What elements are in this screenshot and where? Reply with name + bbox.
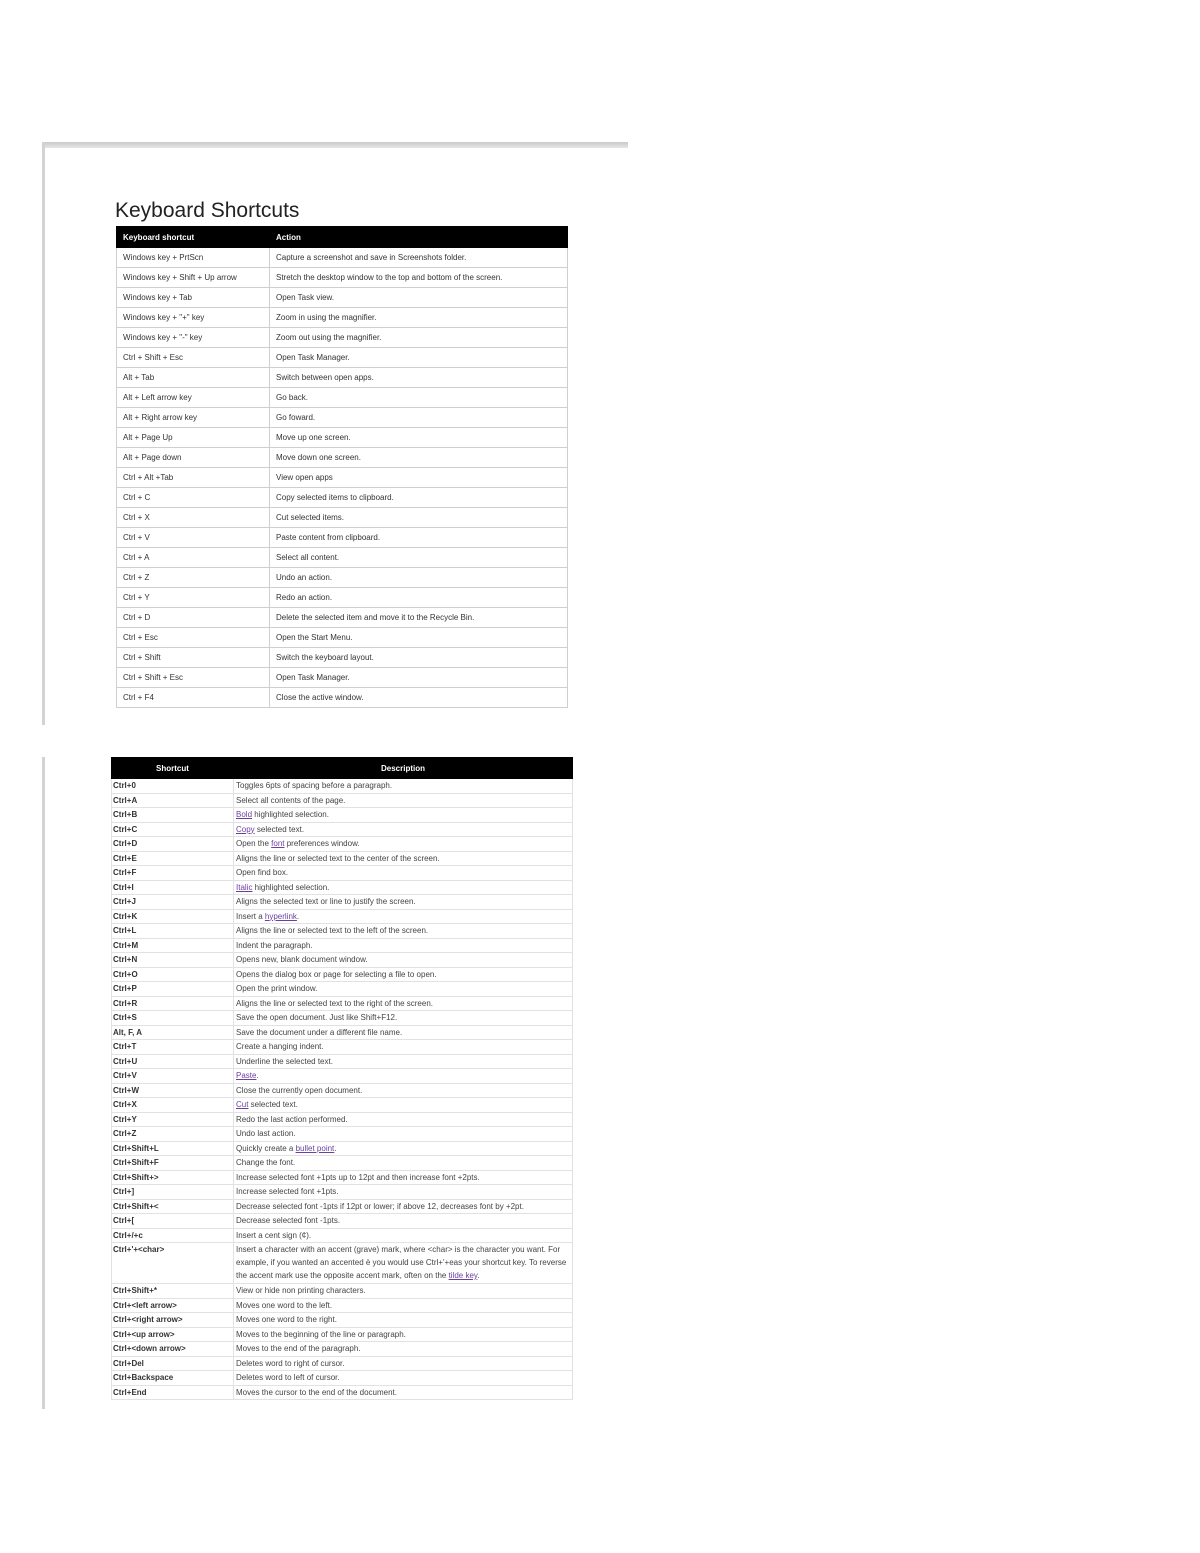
table-row bbox=[112, 1127, 573, 1142]
table-row bbox=[112, 1342, 573, 1357]
action-cell: Switch the keyboard layout. bbox=[270, 648, 568, 668]
description-cell bbox=[234, 1327, 573, 1342]
shortcut-cell: Ctrl+Del bbox=[112, 1356, 234, 1371]
table-row bbox=[117, 688, 568, 708]
shortcut-cell: Ctrl + C bbox=[117, 488, 270, 508]
description-text: Moves one word to the left. bbox=[236, 1300, 333, 1310]
table-row bbox=[117, 308, 568, 328]
table-row bbox=[112, 880, 573, 895]
shortcut-cell: Ctrl + V bbox=[117, 528, 270, 548]
shortcut-cell: Ctrl+Shift+L bbox=[112, 1141, 234, 1156]
table-row bbox=[112, 996, 573, 1011]
action-cell: Open Task Manager. bbox=[270, 348, 568, 368]
description-text: . bbox=[334, 1143, 337, 1153]
description-text: Moves to the beginning of the line or paragraph. bbox=[236, 1329, 406, 1339]
action-cell: Capture a screenshot and save in Screenshots folder. bbox=[270, 248, 568, 268]
shortcut-cell: Alt + Left arrow key bbox=[117, 388, 270, 408]
shortcut-cell: Ctrl + Shift bbox=[117, 648, 270, 668]
description-text: Increase selected font +1pts up to 12pt and then increase font +2pts. bbox=[236, 1172, 480, 1182]
description-cell bbox=[234, 1054, 573, 1069]
description-text: highlighted selection. bbox=[252, 882, 330, 892]
table-row bbox=[112, 1371, 573, 1386]
description-text: Insert a cent sign (¢). bbox=[236, 1230, 312, 1240]
shortcut-cell: Alt + Page down bbox=[117, 448, 270, 468]
shortcut-cell: Ctrl+F bbox=[112, 866, 234, 881]
table-row bbox=[112, 1069, 573, 1084]
action-cell: Paste content from clipboard. bbox=[270, 528, 568, 548]
table-row bbox=[112, 895, 573, 910]
shortcut-cell: Ctrl+B bbox=[112, 808, 234, 823]
description-cell bbox=[234, 1069, 573, 1084]
column-header: Action bbox=[270, 227, 568, 248]
description-text: Aligns the selected text or line to justify the screen. bbox=[236, 897, 416, 906]
description-cell bbox=[234, 1185, 573, 1200]
shortcut-cell: Ctrl + F4 bbox=[117, 688, 270, 708]
description-text: Increase selected font +1pts. bbox=[236, 1187, 339, 1196]
description-cell bbox=[234, 1356, 573, 1371]
table-row bbox=[112, 1083, 573, 1098]
table-row bbox=[112, 1214, 573, 1229]
table-row bbox=[112, 779, 573, 794]
description-cell bbox=[234, 1284, 573, 1299]
description-text: Insert a bbox=[236, 911, 265, 921]
shortcut-cell: Alt + Tab bbox=[117, 368, 270, 388]
shortcut-cell: Ctrl+<up arrow> bbox=[112, 1327, 234, 1342]
shortcut-cell: Alt, F, A bbox=[112, 1025, 234, 1040]
table-row bbox=[112, 1298, 573, 1313]
description-cell bbox=[234, 793, 573, 808]
table-row bbox=[112, 953, 573, 968]
shortcut-cell: Ctrl + Z bbox=[117, 568, 270, 588]
table-row bbox=[117, 648, 568, 668]
shortcut-cell: Ctrl + Shift + Esc bbox=[117, 668, 270, 688]
description-text: selected text. bbox=[248, 1100, 298, 1109]
description-text: Opens new, blank document window. bbox=[236, 955, 368, 964]
description-cell bbox=[234, 1298, 573, 1313]
description-text: Moves the cursor to the end of the document. bbox=[236, 1387, 397, 1397]
shortcut-cell: Ctrl + Alt +Tab bbox=[117, 468, 270, 488]
description-cell bbox=[234, 996, 573, 1011]
shortcut-cell: Ctrl+<right arrow> bbox=[112, 1313, 234, 1328]
table-row bbox=[112, 851, 573, 866]
description-link[interactable]: Cut bbox=[236, 1100, 249, 1109]
shortcut-cell: Ctrl+V bbox=[112, 1069, 234, 1084]
description-cell bbox=[234, 1199, 573, 1214]
table-row bbox=[112, 1156, 573, 1171]
shortcut-cell: Ctrl+J bbox=[112, 895, 234, 910]
table-row bbox=[112, 793, 573, 808]
description-text: Open find box. bbox=[236, 868, 289, 877]
table-header-row bbox=[112, 758, 573, 779]
description-cell bbox=[234, 880, 573, 895]
description-cell bbox=[234, 982, 573, 997]
table-row bbox=[112, 1170, 573, 1185]
description-cell bbox=[234, 909, 573, 924]
shortcut-cell: Ctrl + Esc bbox=[117, 628, 270, 648]
table-row bbox=[117, 488, 568, 508]
document-title: Keyboard Shortcuts bbox=[115, 199, 300, 223]
shortcut-cell: Windows key + "+" key bbox=[117, 308, 270, 328]
table-row bbox=[112, 1054, 573, 1069]
table-row bbox=[117, 528, 568, 548]
windows-shortcuts-table bbox=[116, 226, 568, 708]
description-cell bbox=[234, 953, 573, 968]
description-text: Quickly create a bbox=[236, 1143, 296, 1153]
table-row bbox=[117, 608, 568, 628]
description-text: Create a hanging indent. bbox=[236, 1042, 324, 1051]
table-row bbox=[112, 967, 573, 982]
description-cell bbox=[234, 851, 573, 866]
action-cell: Undo an action. bbox=[270, 568, 568, 588]
description-text: selected text. bbox=[254, 824, 305, 834]
description-link[interactable]: font bbox=[271, 839, 285, 848]
shortcut-cell: Ctrl+K bbox=[112, 909, 234, 924]
description-text: . bbox=[296, 911, 300, 921]
description-text: Aligns the line or selected text to the center of the screen. bbox=[236, 853, 440, 863]
action-cell: Open the Start Menu. bbox=[270, 628, 568, 648]
description-text: Decrease selected font -1pts. bbox=[236, 1216, 341, 1225]
description-text: Decrease selected font -1pts if 12pt or lower; if above 12, decreases font by +2pt. bbox=[236, 1201, 524, 1211]
table-row bbox=[112, 909, 573, 924]
table-row bbox=[117, 628, 568, 648]
shortcut-cell: Ctrl+L bbox=[112, 924, 234, 939]
table-row bbox=[112, 938, 573, 953]
shortcut-cell: Ctrl+T bbox=[112, 1040, 234, 1055]
action-cell: Open Task Manager. bbox=[270, 668, 568, 688]
shortcut-cell: Ctrl+S bbox=[112, 1011, 234, 1026]
description-text: Close the currently open document. bbox=[236, 1085, 363, 1095]
table-row bbox=[112, 1025, 573, 1040]
table-row bbox=[112, 1199, 573, 1214]
description-text: Redo the last action performed. bbox=[236, 1114, 348, 1124]
description-text: Undo last action. bbox=[236, 1129, 296, 1138]
description-text: Indent the paragraph. bbox=[236, 940, 313, 950]
table-row bbox=[117, 268, 568, 288]
table-row bbox=[112, 866, 573, 881]
action-cell: Copy selected items to clipboard. bbox=[270, 488, 568, 508]
table-row bbox=[117, 388, 568, 408]
shortcut-cell: Ctrl+<left arrow> bbox=[112, 1298, 234, 1313]
action-cell: Switch between open apps. bbox=[270, 368, 568, 388]
description-text: Open the bbox=[236, 839, 272, 848]
shortcut-cell: Ctrl+W bbox=[112, 1083, 234, 1098]
description-text: . bbox=[256, 1071, 259, 1080]
shortcut-cell: Ctrl+] bbox=[112, 1185, 234, 1200]
shortcut-cell: Ctrl+M bbox=[112, 938, 234, 953]
description-text: View or hide non printing characters. bbox=[236, 1286, 366, 1295]
table-row bbox=[112, 1228, 573, 1243]
table-row bbox=[112, 1327, 573, 1342]
description-cell bbox=[234, 837, 573, 852]
description-cell bbox=[234, 866, 573, 881]
shortcut-cell: Ctrl+D bbox=[112, 837, 234, 852]
action-cell: Redo an action. bbox=[270, 588, 568, 608]
action-cell: Go foward. bbox=[270, 408, 568, 428]
table-row bbox=[117, 428, 568, 448]
shortcut-cell: Ctrl+A bbox=[112, 793, 234, 808]
shortcut-cell: Ctrl+<down arrow> bbox=[112, 1342, 234, 1357]
table-row bbox=[112, 837, 573, 852]
description-cell bbox=[234, 779, 573, 794]
table-row bbox=[112, 1011, 573, 1026]
shortcut-cell: Ctrl+I bbox=[112, 880, 234, 895]
table-row bbox=[112, 1040, 573, 1055]
action-cell: Move up one screen. bbox=[270, 428, 568, 448]
shortcut-cell: Ctrl+R bbox=[112, 996, 234, 1011]
description-cell bbox=[234, 1127, 573, 1142]
shortcut-cell: Windows key + Shift + Up arrow bbox=[117, 268, 270, 288]
description-cell bbox=[234, 1170, 573, 1185]
description-text: Opens the dialog box or page for selecting a file to open. bbox=[236, 969, 437, 979]
description-link[interactable]: tilde key bbox=[448, 1271, 478, 1280]
description-cell bbox=[234, 895, 573, 910]
action-cell: Cut selected items. bbox=[270, 508, 568, 528]
table-row bbox=[112, 1313, 573, 1328]
description-text: Open the print window. bbox=[236, 984, 318, 993]
description-text: highlighted selection. bbox=[252, 810, 329, 819]
description-link[interactable]: Bold bbox=[236, 810, 253, 819]
action-cell: Close the active window. bbox=[270, 688, 568, 708]
shortcut-cell: Ctrl+Backspace bbox=[112, 1371, 234, 1386]
shortcut-cell: Ctrl+P bbox=[112, 982, 234, 997]
shortcut-cell: Ctrl+X bbox=[112, 1098, 234, 1113]
description-text: Underline the selected text. bbox=[236, 1056, 333, 1066]
word-shortcuts-table bbox=[111, 757, 573, 1400]
description-text: Insert a character with an accent (grave) mark, where <char> is the character you want. For example, if you wanted an accented è you would use Ctrl+'+eas your shortcut key. To reverse the accent mark use the opposite accent mark, often on the bbox=[236, 1245, 567, 1280]
action-cell: Open Task view. bbox=[270, 288, 568, 308]
description-text: Deletes word to right of cursor. bbox=[236, 1358, 345, 1368]
page-top-border bbox=[42, 142, 628, 148]
description-text: Change the font. bbox=[236, 1158, 296, 1167]
description-cell bbox=[234, 1083, 573, 1098]
description-cell bbox=[234, 1342, 573, 1357]
description-cell bbox=[234, 1228, 573, 1243]
description-cell bbox=[234, 1156, 573, 1171]
action-cell: Stretch the desktop window to the top and bottom of the screen. bbox=[270, 268, 568, 288]
description-cell bbox=[234, 1243, 573, 1284]
action-cell: View open apps bbox=[270, 468, 568, 488]
table-row bbox=[117, 288, 568, 308]
description-cell bbox=[234, 1040, 573, 1055]
shortcut-cell: Ctrl+Shift+> bbox=[112, 1170, 234, 1185]
table-row bbox=[117, 328, 568, 348]
description-link[interactable]: bullet point bbox=[295, 1143, 335, 1153]
shortcut-cell: Ctrl+N bbox=[112, 953, 234, 968]
table-row bbox=[112, 982, 573, 997]
column-header: Description bbox=[234, 758, 573, 779]
table-row bbox=[112, 822, 573, 837]
shortcut-cell: Ctrl + Shift + Esc bbox=[117, 348, 270, 368]
table-row bbox=[112, 808, 573, 823]
description-text: Aligns the line or selected text to the right of the screen. bbox=[236, 998, 433, 1008]
shortcut-cell: Alt + Page Up bbox=[117, 428, 270, 448]
page-left-border bbox=[42, 757, 45, 1409]
shortcut-cell: Ctrl+[ bbox=[112, 1214, 234, 1229]
table-row bbox=[112, 1243, 573, 1284]
table-row bbox=[112, 1112, 573, 1127]
shortcut-cell: Ctrl+E bbox=[112, 851, 234, 866]
description-cell bbox=[234, 967, 573, 982]
description-cell bbox=[234, 924, 573, 939]
shortcut-cell: Ctrl+End bbox=[112, 1385, 234, 1400]
table-row bbox=[112, 1185, 573, 1200]
shortcut-cell: Ctrl + Y bbox=[117, 588, 270, 608]
description-text: Save the open document. Just like Shift+F12. bbox=[236, 1013, 398, 1022]
table-row bbox=[117, 508, 568, 528]
table-row bbox=[112, 924, 573, 939]
shortcut-cell: Windows key + "-" key bbox=[117, 328, 270, 348]
shortcut-cell: Ctrl+U bbox=[112, 1054, 234, 1069]
page-left-border bbox=[42, 142, 45, 725]
table-row bbox=[112, 1098, 573, 1113]
shortcut-cell: Ctrl+Z bbox=[112, 1127, 234, 1142]
column-header: Shortcut bbox=[112, 758, 234, 779]
description-cell bbox=[234, 938, 573, 953]
description-text: Select all contents of the page. bbox=[236, 795, 346, 805]
table-row bbox=[117, 468, 568, 488]
table-row bbox=[112, 1141, 573, 1156]
table-row bbox=[117, 348, 568, 368]
shortcut-cell: Windows key + PrtScn bbox=[117, 248, 270, 268]
column-header: Keyboard shortcut bbox=[117, 227, 270, 248]
description-cell bbox=[234, 1141, 573, 1156]
action-cell: Delete the selected item and move it to the Recycle Bin. bbox=[270, 608, 568, 628]
description-cell bbox=[234, 1385, 573, 1400]
shortcut-cell: Ctrl + X bbox=[117, 508, 270, 528]
description-link[interactable]: Italic bbox=[236, 882, 253, 892]
table-header-row bbox=[117, 227, 568, 248]
table-row bbox=[117, 668, 568, 688]
action-cell: Select all content. bbox=[270, 548, 568, 568]
shortcut-cell: Ctrl+/+c bbox=[112, 1228, 234, 1243]
description-cell bbox=[234, 822, 573, 837]
table-row bbox=[117, 568, 568, 588]
table-row bbox=[112, 1385, 573, 1400]
table-row bbox=[117, 408, 568, 428]
description-link[interactable]: hyperlink bbox=[264, 911, 297, 921]
description-cell bbox=[234, 1371, 573, 1386]
description-text: Save the document under a different file name. bbox=[236, 1027, 403, 1037]
description-text: Moves to the end of the paragraph. bbox=[236, 1344, 361, 1353]
table-row bbox=[117, 448, 568, 468]
shortcut-cell: Ctrl+O bbox=[112, 967, 234, 982]
description-text: . bbox=[477, 1271, 480, 1280]
description-cell bbox=[234, 1025, 573, 1040]
description-cell bbox=[234, 1011, 573, 1026]
table-row bbox=[117, 248, 568, 268]
shortcut-cell: Alt + Right arrow key bbox=[117, 408, 270, 428]
description-text: Deletes word to left of cursor. bbox=[236, 1373, 340, 1382]
table-row bbox=[117, 368, 568, 388]
shortcut-cell: Ctrl + A bbox=[117, 548, 270, 568]
description-cell bbox=[234, 1098, 573, 1113]
action-cell: Move down one screen. bbox=[270, 448, 568, 468]
shortcut-cell: Ctrl+C bbox=[112, 822, 234, 837]
description-text: Toggles 6pts of spacing before a paragraph. bbox=[236, 781, 393, 790]
table-row bbox=[112, 1284, 573, 1299]
description-link[interactable]: Paste bbox=[236, 1071, 257, 1080]
table-row bbox=[112, 1356, 573, 1371]
action-cell: Zoom out using the magnifier. bbox=[270, 328, 568, 348]
shortcut-cell: Ctrl + D bbox=[117, 608, 270, 628]
table-row bbox=[117, 588, 568, 608]
shortcut-cell: Ctrl+Shift+F bbox=[112, 1156, 234, 1171]
description-cell bbox=[234, 1214, 573, 1229]
shortcut-cell: Windows key + Tab bbox=[117, 288, 270, 308]
description-text: Moves one word to the right. bbox=[236, 1315, 337, 1324]
description-text: preferences window. bbox=[284, 839, 360, 848]
shortcut-cell: Ctrl+Shift+< bbox=[112, 1199, 234, 1214]
shortcut-cell: Ctrl+0 bbox=[112, 779, 234, 794]
description-cell bbox=[234, 808, 573, 823]
description-cell bbox=[234, 1313, 573, 1328]
action-cell: Go back. bbox=[270, 388, 568, 408]
description-cell bbox=[234, 1112, 573, 1127]
action-cell: Zoom in using the magnifier. bbox=[270, 308, 568, 328]
description-text: Aligns the line or selected text to the left of the screen. bbox=[236, 926, 429, 935]
description-link[interactable]: Copy bbox=[236, 824, 255, 834]
shortcut-cell: Ctrl+Shift+* bbox=[112, 1284, 234, 1299]
shortcut-cell: Ctrl+'+<char> bbox=[112, 1243, 234, 1284]
table-row bbox=[117, 548, 568, 568]
shortcut-cell: Ctrl+Y bbox=[112, 1112, 234, 1127]
